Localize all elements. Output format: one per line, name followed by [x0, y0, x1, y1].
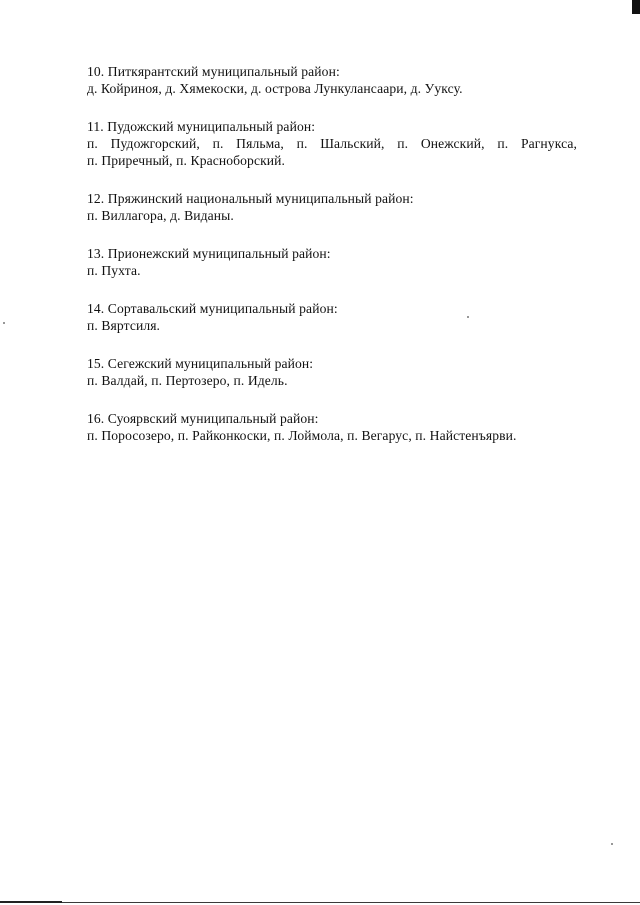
- scan-bottom-edge: [62, 902, 640, 903]
- district-heading: 13. Прионежский муниципальный район:: [87, 246, 331, 261]
- settlement-list: п. Виллагора, д. Виданы.: [87, 208, 234, 223]
- district-section-16: [87, 410, 587, 444]
- settlement-list: п. Поросозеро, п. Райконкоски, п. Лоймола, п. Вегарус, п. Найстенъярви.: [87, 428, 517, 443]
- district-heading: 11. Пудожский муниципальный район:: [87, 119, 316, 134]
- district-heading: 15. Сегежский муниципальный район:: [87, 356, 314, 371]
- scan-bottom-edge: [0, 901, 62, 903]
- settlement-list-continued: п. Приречный, п. Красноборский.: [87, 153, 286, 168]
- scan-speck: [3, 322, 5, 324]
- document-content: [87, 63, 587, 465]
- settlement-list: д. Койриноя, д. Хямекоски, д. острова Лункулансаари, д. Ууксу.: [87, 81, 463, 96]
- district-heading: 16. Суоярвский муниципальный район:: [87, 411, 319, 426]
- settlement-list: п. Вяртсиля.: [87, 318, 161, 333]
- district-section-11: [87, 118, 587, 169]
- district-section-12: [87, 190, 587, 224]
- settlement-list: п. Пухта.: [87, 263, 141, 278]
- scan-speck: [467, 316, 469, 318]
- district-section-13: [87, 245, 587, 279]
- district-section-14: [87, 300, 587, 334]
- scan-speck: [611, 843, 613, 845]
- district-heading: 10. Питкярантский муниципальный район:: [87, 64, 340, 79]
- district-section-10: [87, 63, 587, 97]
- district-section-15: [87, 355, 587, 389]
- scan-corner-mark: [632, 0, 640, 14]
- district-heading: 12. Пряжинский национальный муниципальный район:: [87, 191, 414, 206]
- district-heading: 14. Сортавальский муниципальный район:: [87, 301, 338, 316]
- settlement-list: п. Пудожгорский, п. Пяльма, п. Шальский, п. Онежский, п. Рагнукса,: [87, 136, 577, 151]
- settlement-list: п. Валдай, п. Пертозеро, п. Идель.: [87, 373, 288, 388]
